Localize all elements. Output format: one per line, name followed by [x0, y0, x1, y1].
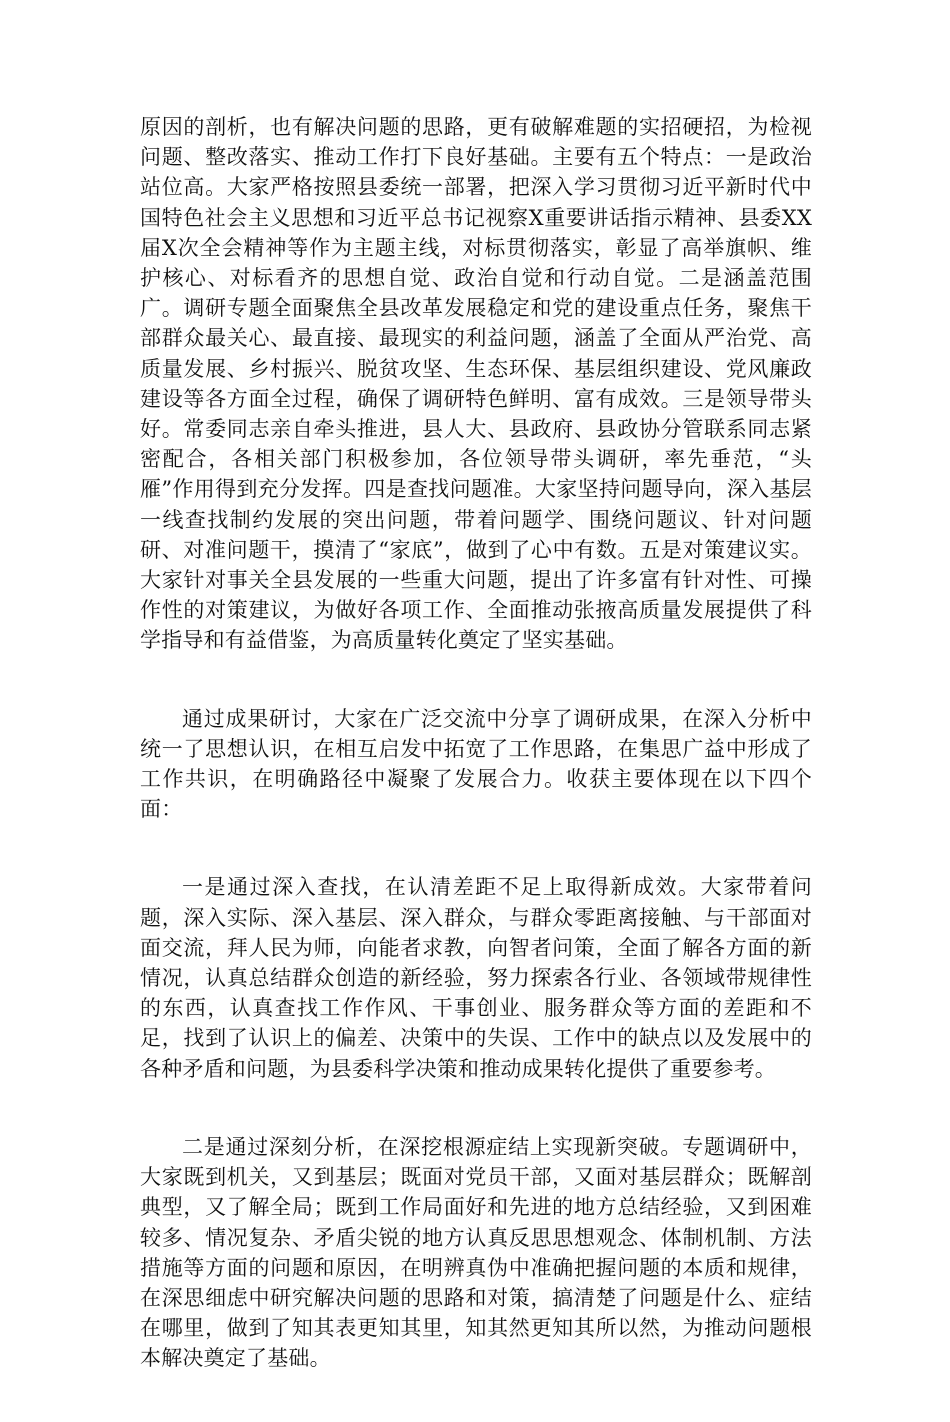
paragraph-1: 原因的剖析，也有解决问题的思路，更有破解难题的实招硬招，为检视问题、整改落实、推动工作打下良好基础。主要有五个特点：一是政治站位高。大家严格按照县委统一部署，把深入学习贯彻习近平新时代中国特色社会主义思想和习近平总书记视察X重要讲话指示精神、县委XX届X次全会精神等作为主题主线，对标贯彻落实，彰显了高举旗帜、维护核心、对标看齐的思想自觉、政治自觉和行动自觉。二是涵盖范围广。调研专题全面聚焦全县改革发展稳定和党的建设重点任务，聚焦干部群众最关心、最直接、最现实的利益问题，涵盖了全面从严治党、高质量发展、乡村振兴、脱贫攻坚、生态环保、基层组织建设、党风廉政建设等各方面全过程，确保了调研特色鲜明、富有成效。三是领导带头好。常委同志亲自牵头推进，县人大、县政府、县政协分管联系同志紧密配合，各相关部门积极参加，各位领导带头调研，率先垂范，“头雁”作用得到充分发挥。四是查找问题准。大家坚持问题导向，深入基层一线查找制约发展的突出问题，带着问题学、围绕问题议、针对问题研、对准问题干，摸清了“家底”，做到了心中有数。五是对策建议实。大家针对事关全县发展的一些重大问题，提出了许多富有针对性、可操作性的对策建议，为做好各项工作、全面推动张掖高质量发展提供了科学指导和有益借鉴，为高质量转化奠定了坚实基础。: [140, 115, 812, 653]
paragraph-4: 二是通过深刻分析，在深挖根源症结上实现新突破。专题调研中，大家既到机关，又到基层；既面对党员干部，又面对基层群众；既解剖典型，又了解全局；既到工作局面好和先进的地方总结经验，又到困难较多、情况复杂、矛盾尖锐的地方认真反思思想观念、体制机制、方法措施等方面的问题和原因，在明辨真伪中准确把握问题的本质和规律，在深思细虑中研究解决问题的思路和对策，搞清楚了问题是什么、症结在哪里，做到了知其表更知其里，知其然更知其所以然，为推动问题根本解决奠定了基础。: [140, 1134, 812, 1371]
paragraph-2: 通过成果研讨，大家在广泛交流中分享了调研成果，在深入分析中统一了思想认识，在相互启发中拓宽了工作思路，在集思广益中形成了工作共识，在明确路径中凝聚了发展合力。收获主要体现在以下四个面：: [140, 706, 812, 822]
paragraph-3: 一是通过深入查找，在认清差距不足上取得新成效。大家带着问题，深入实际、深入基层、深入群众，与群众零距离接触、与干部面对面交流，拜人民为师，向能者求教，向智者问策，全面了解各方面的新情况，认真总结群众创造的新经验，努力探索各行业、各领域带规律性的东西，认真查找工作作风、干事创业、服务群众等方面的差距和不足，找到了认识上的偏差、决策中的失误、工作中的缺点以及发展中的各种矛盾和问题，为县委科学决策和推动成果转化提供了重要参考。: [140, 875, 812, 1081]
document-page: [140, 112, 812, 1422]
